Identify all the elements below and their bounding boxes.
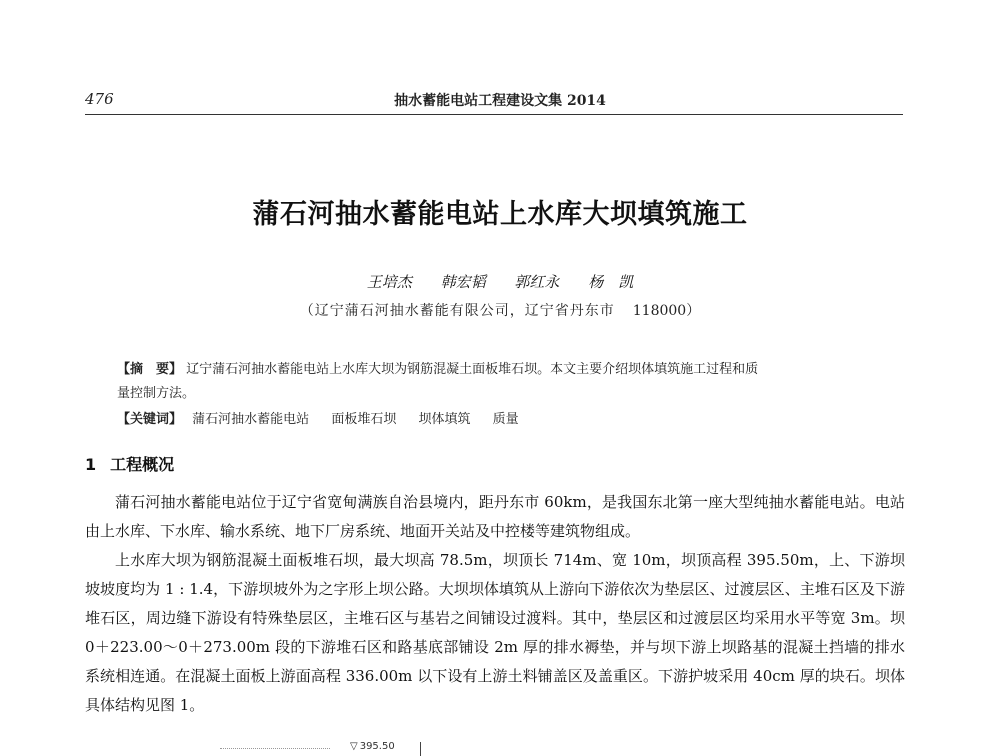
elevation-triangle-icon: ▽ [350, 741, 358, 752]
section-number: 1 [85, 455, 97, 474]
running-header: 抽水蓄能电站工程建设文集 2014 [394, 93, 606, 109]
author-list [0, 271, 1000, 292]
keyword: 蒲石河抽水蓄能电站 [192, 412, 310, 427]
keyword: 坝体填筑 [418, 412, 471, 427]
elevation-label: 395.50 [359, 741, 395, 752]
elevation-marker [350, 741, 395, 752]
figure-fragment [220, 738, 620, 756]
paragraph: 上水库大坝为钢筋混凝土面板堆石坝，最大坝高 78.5m，坝顶长 714m、宽 10m，坝顶高程 395.50m，上、下游坝坡坡度均为 1 : 1.4，下游坝坡外为之字形上坝公路。大坝坝体填筑从上游向下游依次为垫层区、过渡层区、主堆石区及下游堆石区，周边缝下游设有特殊垫层区，主堆石区与基岩之间铺设过渡料。其中，垫层区和过渡层区均采用水平等宽 3m。坝 0＋223.00～0＋273.00m 段的下游堆石区和路基底部铺设 2m 厚的排水褥垫，并与坝下游上坝路基的混凝土挡墙的排水系统相连通。在混凝土面板上游面高程 336.00m 以下设有上游土料铺盖区及盖重区。下游护坡采用 40cm 厚的块石。坝体具体结构见图 1。 [85, 551, 905, 714]
keyword: 质量 [492, 412, 519, 427]
author-name: 韩宏韬 [440, 273, 486, 291]
section-title: 工程概况 [110, 455, 175, 474]
abstract [117, 358, 887, 406]
abstract-text: 辽宁蒲石河抽水蓄能电站上水库大坝为钢筋混凝土面板堆石坝。本文主要介绍坝体填筑施工过程和质 [186, 362, 759, 377]
figure-tick-line [420, 742, 421, 756]
author-name: 王培杰 [366, 273, 412, 291]
author-name: 郭红永 [514, 273, 560, 291]
section-body [85, 488, 905, 720]
header-rule [85, 114, 903, 115]
paragraph: 蒲石河抽水蓄能电站位于辽宁省宽甸满族自治县境内，距丹东市 60km，是我国东北第一座大型纯抽水蓄能电站。电站由上水库、下水库、输水系统、地下厂房系统、地面开关站及中控楼等建筑物组成。 [85, 493, 905, 540]
author-name: 杨 凯 [588, 273, 634, 291]
article-title: 蒲石河抽水蓄能电站上水库大坝填筑施工 [252, 199, 748, 230]
abstract-label: 【摘 要】 [117, 362, 183, 377]
abstract-text-continued: 量控制方法。 [117, 386, 196, 401]
keywords [117, 408, 887, 427]
affiliation-zip: 118000） [632, 303, 701, 319]
keyword: 面板堆石坝 [331, 412, 397, 427]
affiliation [0, 300, 1000, 320]
section-heading [85, 452, 174, 475]
page-number: 476 [85, 90, 114, 108]
figure-faint-line [220, 748, 330, 749]
keywords-label: 【关键词】 [117, 412, 183, 427]
affiliation-text: （辽宁蒲石河抽水蓄能有限公司，辽宁省丹东市 [299, 303, 615, 319]
